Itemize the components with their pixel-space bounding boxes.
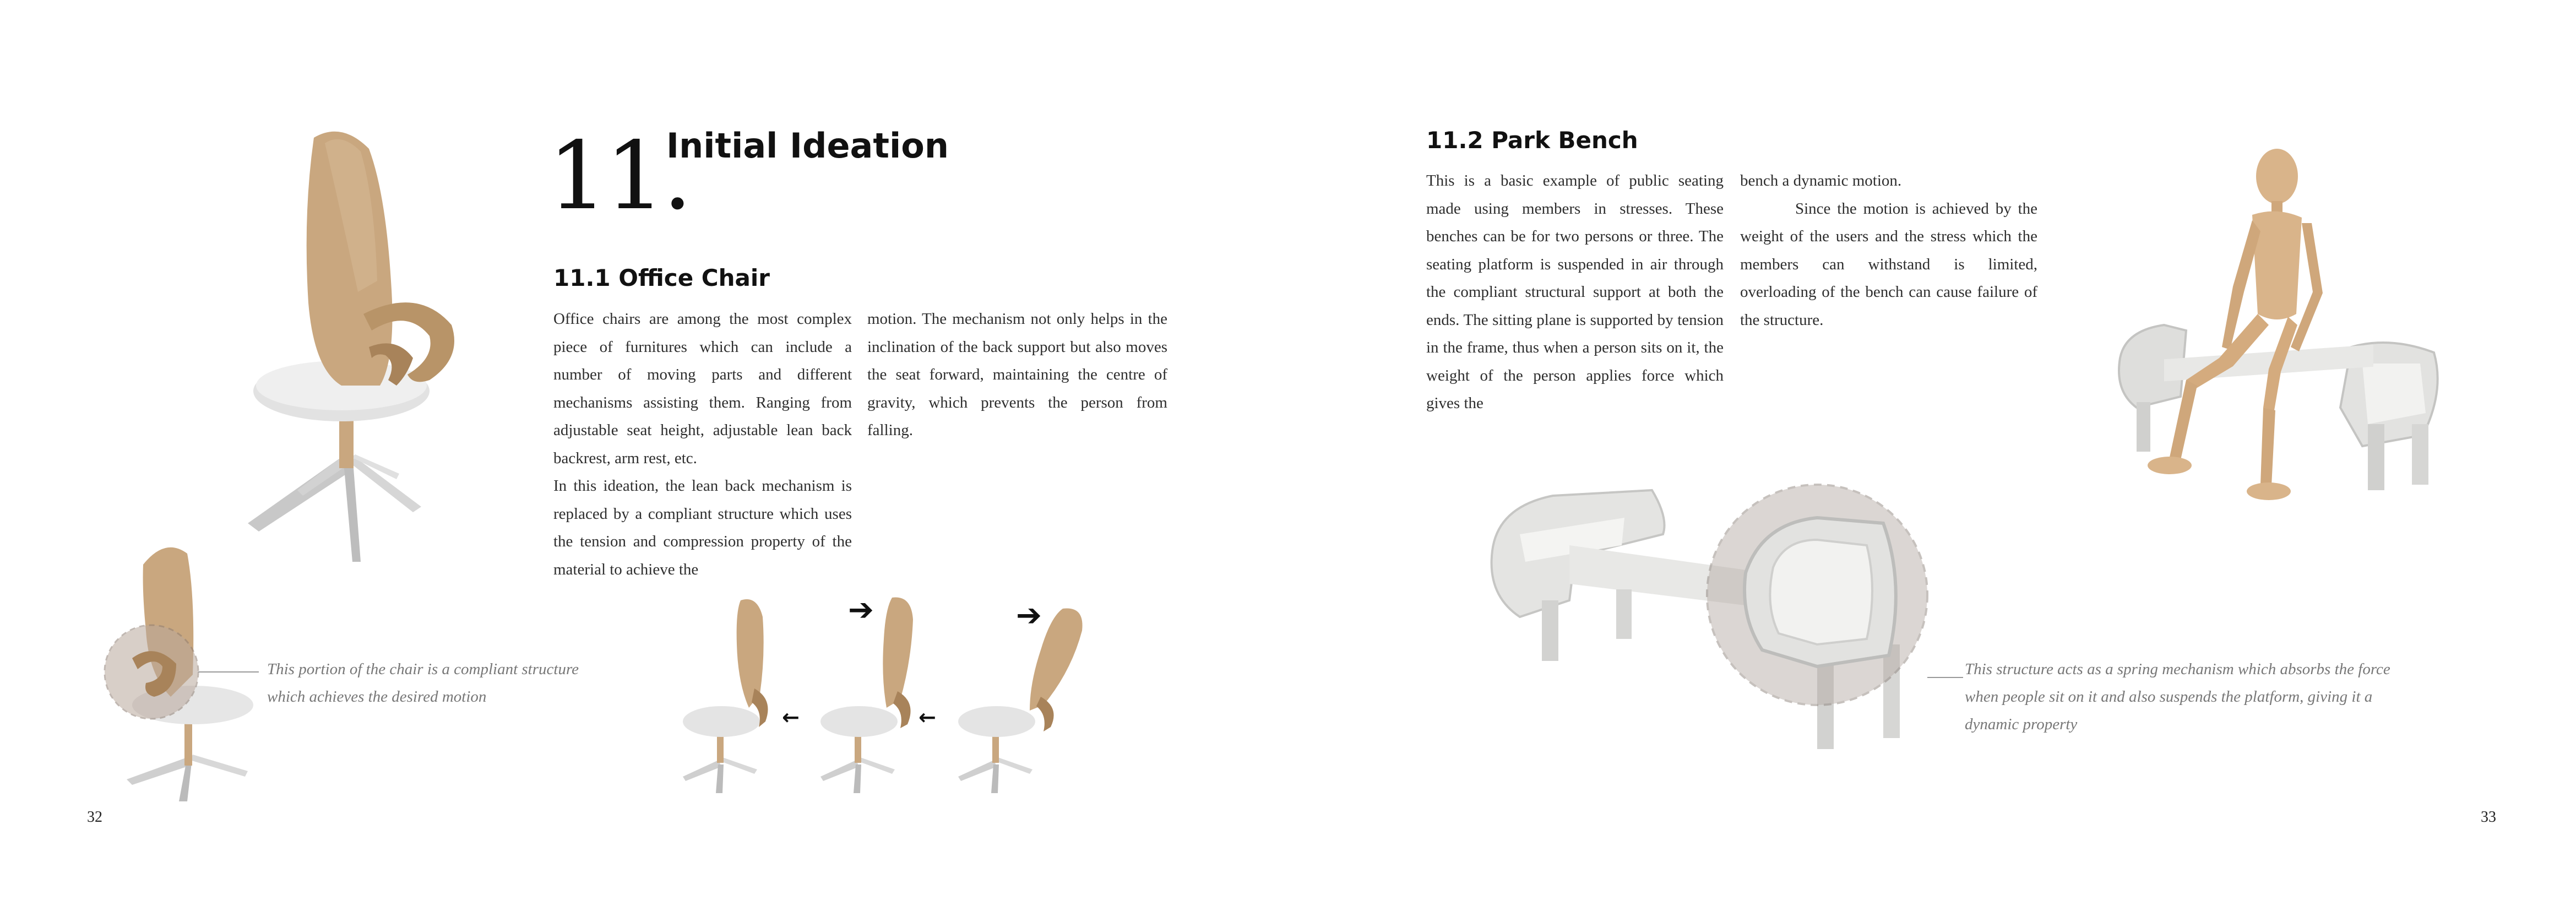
park-bench-detail-image <box>1487 474 1982 771</box>
park-bench-text-col2 <box>1740 167 2037 334</box>
section-title-park-bench: 11.2 Park Bench <box>1426 127 1638 154</box>
office-chair-paragraph-2: In this ideation, the lean back mechanism is replaced by a compliant structure which uses the tension and compression property of the material to achieve the <box>553 477 852 578</box>
arrow-right-icon: ➔ <box>848 592 874 628</box>
chapter-number: 11. <box>548 122 691 231</box>
motion-sequence-image <box>672 589 1123 799</box>
arrow-left-icon: ← <box>782 705 800 729</box>
page-number-right: 33 <box>2481 809 2496 826</box>
park-bench-text-col1 <box>1426 167 1724 417</box>
bench-caption: This structure acts as a spring mechanism which absorbs the force when people sit on it and also suspends the platform, giving it a dynamic property <box>1965 660 2390 733</box>
section-title-office-chair: 11.1 Office Chair <box>553 264 770 291</box>
office-chair-text-col2 <box>867 305 1167 444</box>
office-chair-paragraph-1: Office chairs are among the most complex piece of furnitures which can include a number of moving parts and different mechanisms assisting them. Ranging from adjustable seat height, adjustable lean back backrest, arm rest, etc. <box>553 310 852 467</box>
park-bench-paragraph-2: bench a dynamic motion. <box>1740 172 1902 189</box>
page-title: Initial Ideation <box>666 126 949 166</box>
arrow-right-icon: ➔ <box>1016 598 1042 633</box>
office-chair-text-col1 <box>553 305 852 583</box>
park-bench-mannequin-image <box>2104 149 2456 567</box>
chair-caption: This portion of the chair is a compliant structure which achieves the desired motion <box>267 660 579 706</box>
page-number-left: 32 <box>87 809 102 826</box>
arrow-left-icon: ← <box>919 705 936 729</box>
compliant-detail-chair-image <box>94 532 264 807</box>
office-chair-image <box>231 127 496 573</box>
office-chair-paragraph-3: motion. The mechanism not only helps in the inclination of the back support but also moves the seat forward, maintaining the centre of gravity, which prevents the person from falling. <box>867 310 1167 439</box>
park-bench-paragraph-3: Since the motion is achieved by the weight of the users and the stress which the members can withstand is limited, overloading of the bench can cause failure of the structure. <box>1740 199 2037 329</box>
park-bench-paragraph-1: This is a basic example of public seating made using members in stresses. These benches can be for two persons or three. The seating platform is suspended in air through the compliant structural support at both the ends. The sitting plane is supported by tension in the frame, thus when a person sits on it, the weight of the person applies force which gives the <box>1426 172 1724 412</box>
